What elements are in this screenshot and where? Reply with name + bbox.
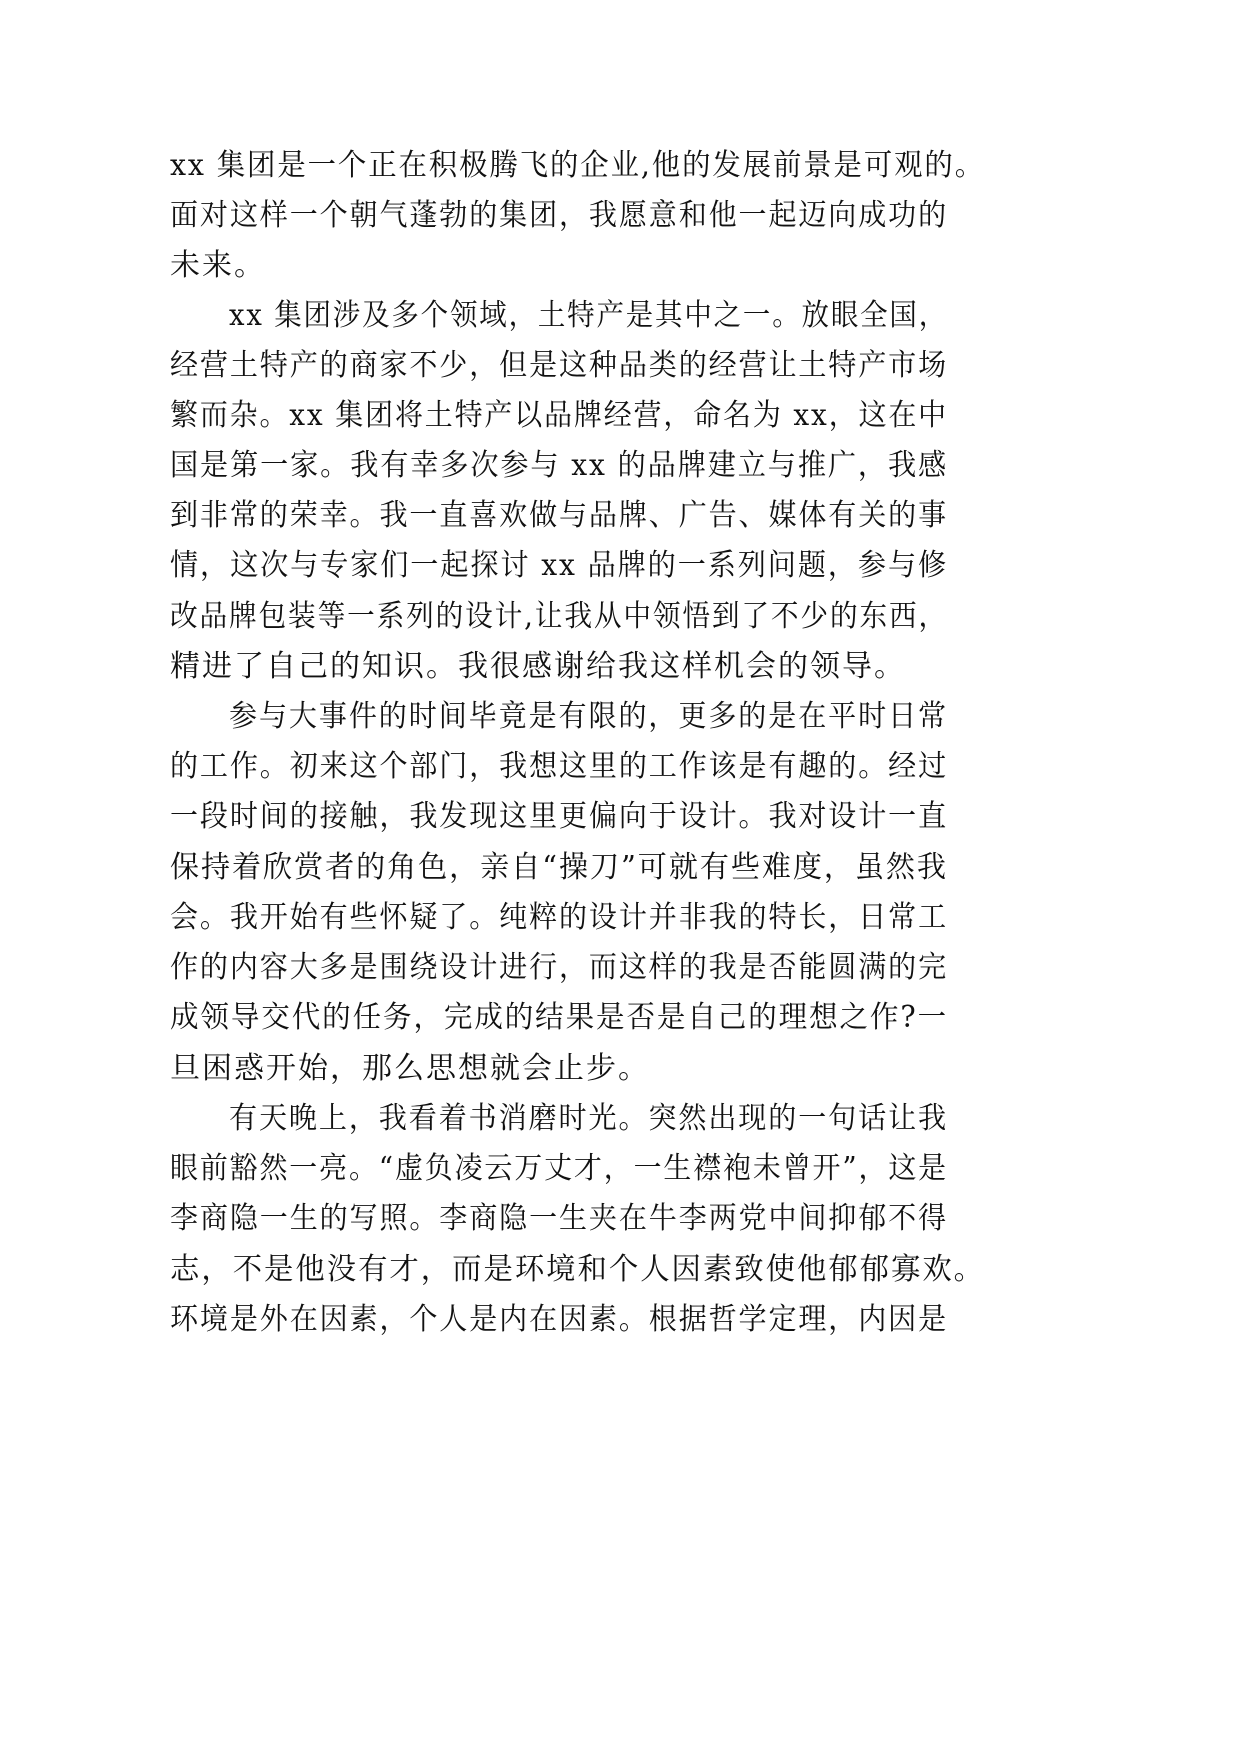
text-line: 的工作。初来这个部门，我想这里的工作该是有趣的。经过 <box>170 749 949 784</box>
text-line: 繁而杂。xx 集团将土特产以品牌经营，命名为 xx，这在中 <box>170 398 948 433</box>
text-line: 成领导交代的任务，完成的结果是否是自己的理想之作?一 <box>170 1000 949 1035</box>
text-line: 旦困惑开始，那么思想就会止步。 <box>170 1051 650 1086</box>
text-line: 经营土特产的商家不少，但是这种品类的经营让土特产市场 <box>170 348 949 383</box>
text-line: 会。我开始有些怀疑了。纯粹的设计并非我的特长，日常工 <box>170 900 949 935</box>
text-line: 一段时间的接触，我发现这里更偏向于设计。我对设计一直 <box>170 799 949 834</box>
text-line: 国是第一家。我有幸多次参与 xx 的品牌建立与推广，我感 <box>170 448 949 483</box>
text-line: 保持着欣赏者的角色，亲自“操刀”可就有些难度，虽然我 <box>170 850 948 885</box>
text-line: 环境是外在因素，个人是内在因素。根据哲学定理，内因是 <box>170 1302 949 1337</box>
text-line: xx 集团涉及多个领域，土特产是其中之一。放眼全国， <box>229 298 949 333</box>
text-line: 面对这样一个朝气蓬勃的集团，我愿意和他一起迈向成功的 <box>170 198 949 233</box>
text-line: 作的内容大多是围绕设计进行，而这样的我是否能圆满的完 <box>170 950 949 985</box>
text-line: 李商隐一生的写照。李商隐一生夹在牛李两党中间抑郁不得 <box>170 1201 949 1236</box>
text-line: 眼前豁然一亮。“虚负凌云万丈才，一生襟袍未曾开”，这是 <box>170 1151 949 1186</box>
text-line: 精进了自己的知识。我很感谢给我这样机会的领导。 <box>170 649 906 684</box>
text-line: 到非常的荣幸。我一直喜欢做与品牌、广告、媒体有关的事 <box>170 498 949 533</box>
text-line: xx 集团是一个正在积极腾飞的企业,他的发展前景是可观的。 <box>170 148 986 183</box>
text-line: 改品牌包装等一系列的设计,让我从中领悟到了不少的东西， <box>170 599 949 634</box>
text-line: 有天晚上，我看着书消磨时光。突然出现的一句话让我 <box>229 1101 949 1136</box>
text-line: 情，这次与专家们一起探讨 xx 品牌的一系列问题，参与修 <box>170 548 949 583</box>
text-line: 志，不是他没有才，而是环境和个人因素致使他郁郁寡欢。 <box>170 1252 986 1287</box>
text-line: 参与大事件的时间毕竟是有限的，更多的是在平时日常 <box>229 699 949 734</box>
text-line: 未来。 <box>170 248 266 283</box>
